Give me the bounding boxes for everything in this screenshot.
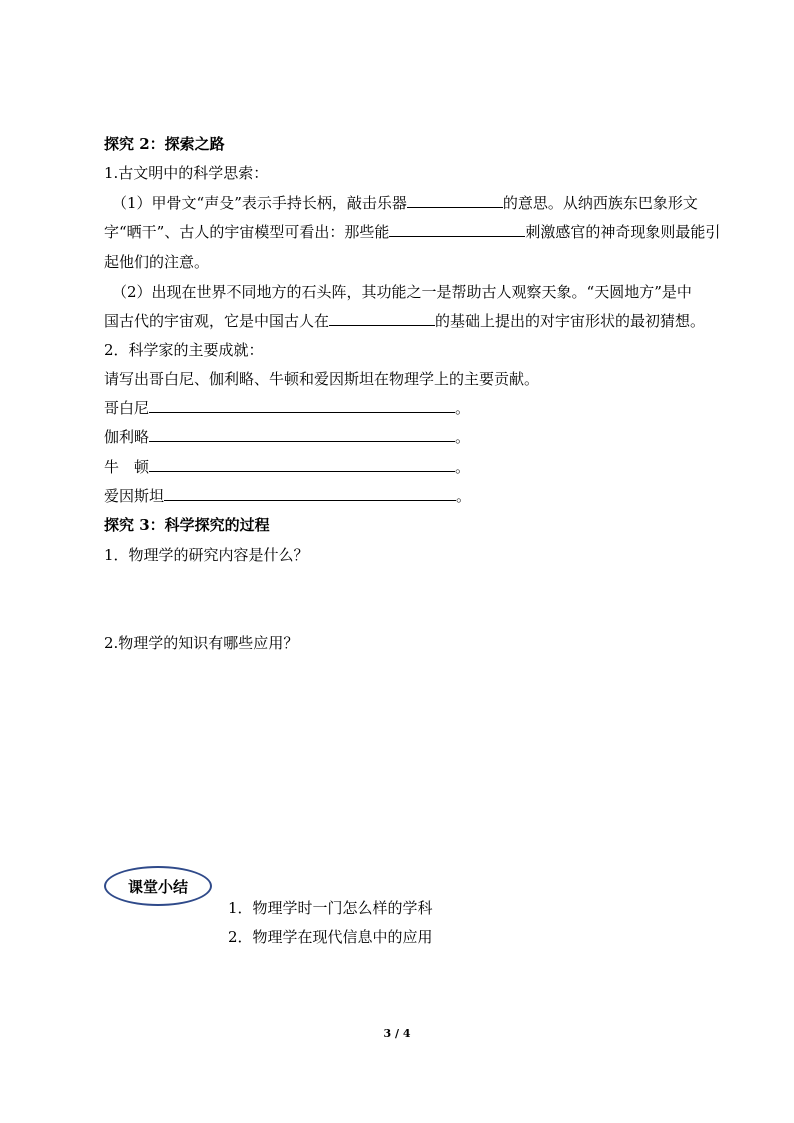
question-2: 2.物理学的知识有哪些应用？ bbox=[104, 634, 299, 652]
period: 。 bbox=[455, 428, 471, 446]
scientist-row-galileo bbox=[104, 427, 470, 447]
blank-field-3 bbox=[329, 311, 435, 326]
paragraph-1-line-1 bbox=[112, 193, 698, 213]
period: 。 bbox=[455, 458, 471, 476]
p1-text-c: 字“晒干”、古人的宇宙模型可看出：那些能 bbox=[104, 223, 390, 241]
question-1: 1．物理学的研究内容是什么？ bbox=[104, 546, 309, 564]
paragraph-2-line-2 bbox=[104, 311, 705, 331]
section2-title: 探究 2：探索之路 bbox=[104, 135, 225, 153]
answer-blank bbox=[149, 398, 455, 413]
section3-title: 探究 3：科学探究的过程 bbox=[104, 516, 270, 534]
period: 。 bbox=[456, 487, 472, 505]
blank-field-1 bbox=[407, 193, 503, 208]
p1-text-b: 的意思。从纳西族东巴象形文 bbox=[502, 194, 698, 212]
summary-badge bbox=[104, 866, 212, 906]
page-number: 3 / 4 bbox=[383, 1027, 411, 1040]
summary-label: 课堂小结 bbox=[127, 877, 188, 896]
scientist-row-copernicus bbox=[104, 398, 470, 418]
scientist-name: 牛 顿 bbox=[104, 458, 150, 476]
paragraph-1-line-2 bbox=[104, 222, 720, 242]
paragraph-1-line-3: 起他们的注意。 bbox=[104, 253, 210, 271]
answer-blank bbox=[149, 427, 455, 442]
period: 。 bbox=[455, 399, 471, 417]
item1-title: 1.古文明中的科学思索： bbox=[104, 164, 269, 182]
answer-blank bbox=[149, 457, 455, 472]
scientist-name: 哥白尼 bbox=[104, 399, 150, 417]
item2-prompt: 请写出哥白尼、伽利略、牛顿和爱因斯坦在物理学上的主要贡献。 bbox=[104, 370, 540, 388]
scientist-name: 爱因斯坦 bbox=[104, 487, 165, 505]
answer-blank bbox=[164, 486, 456, 501]
scientist-row-einstein bbox=[104, 486, 471, 506]
blank-field-2 bbox=[389, 222, 525, 237]
scientist-row-newton bbox=[104, 457, 470, 477]
scientist-name: 伽利略 bbox=[104, 428, 150, 446]
p2-text-b: 国古代的宇宙观，它是中国古人在 bbox=[104, 312, 330, 330]
summary-item-2: 2．物理学在现代信息中的应用 bbox=[228, 928, 433, 946]
summary-item-1: 1．物理学时一门怎么样的学科 bbox=[228, 899, 433, 917]
p1-text-d: 刺激感官的神奇现象则最能引 bbox=[525, 223, 721, 241]
paragraph-2-line-1: （2）出现在世界不同地方的石头阵，其功能之一是帮助古人观察天象。“天圆地方”是中 bbox=[112, 283, 692, 301]
item2-title: 2．科学家的主要成就： bbox=[104, 341, 264, 359]
p1-text-a: （1）甲骨文“声殳”表示手持长柄，敲击乐器 bbox=[112, 194, 407, 212]
p2-text-c: 的基础上提出的对宇宙形状的最初猜想。 bbox=[435, 312, 706, 330]
